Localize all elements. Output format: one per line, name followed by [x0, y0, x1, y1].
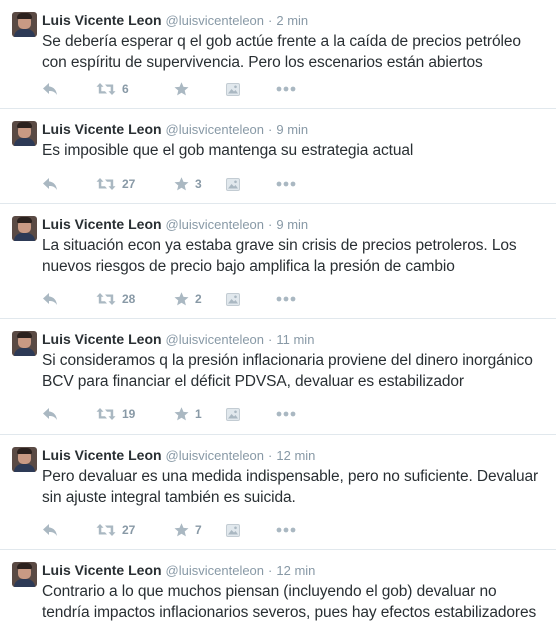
retweet-icon [96, 292, 116, 306]
view-media-button[interactable] [226, 290, 276, 308]
avatar[interactable] [12, 331, 37, 356]
reply-icon [42, 523, 58, 537]
favorite-count: 7 [195, 523, 202, 537]
author-name[interactable]: Luis Vicente Leon [42, 12, 162, 28]
image-icon [226, 178, 240, 191]
reply-button[interactable] [42, 80, 96, 98]
reply-icon [42, 82, 58, 96]
view-media-button[interactable] [226, 405, 276, 423]
more-dots-icon [276, 86, 296, 92]
retweet-icon [96, 82, 116, 96]
tweet[interactable] [0, 319, 556, 435]
tweet-text: Pero devaluar es una medida indispensable, pero no suficiente. Devaluar sin ajuste integral también es suicida. [42, 468, 539, 506]
more-button[interactable] [276, 80, 296, 98]
tweet-text: Si consideramos q la presión inflacionaria proviene del dinero inorgánico BCV para financiar el déficit PDVSA, devaluar es estabilizador [42, 352, 533, 390]
favorite-button[interactable] [174, 80, 226, 98]
author-name[interactable]: Luis Vicente Leon [42, 447, 162, 463]
author-handle[interactable]: @luisvicenteleon [165, 122, 265, 137]
author-handle[interactable]: @luisvicenteleon [165, 13, 265, 28]
tweet[interactable] [0, 435, 556, 550]
tweet-text: Se debería esperar q el gob actúe frente a la caída de precios petróleo con espíritu de supervivencia. Pero los escenarios están abiertos [42, 33, 521, 71]
author-handle[interactable]: @luisvicenteleon [165, 217, 265, 232]
favorite-count: 3 [195, 177, 202, 191]
retweet-button[interactable] [96, 405, 174, 423]
timestamp[interactable]: 2 min [276, 13, 309, 28]
tweet-actions [42, 175, 296, 193]
more-button[interactable] [276, 521, 296, 539]
view-media-button[interactable] [226, 521, 276, 539]
separator: · [268, 332, 273, 347]
avatar[interactable] [12, 216, 37, 241]
author-name[interactable]: Luis Vicente Leon [42, 216, 162, 232]
author-handle[interactable]: @luisvicenteleon [165, 332, 265, 347]
more-button[interactable] [276, 290, 296, 308]
tweet-header [42, 445, 544, 465]
tweet[interactable] [0, 204, 556, 319]
separator: · [268, 448, 273, 463]
tweet[interactable] [0, 0, 556, 109]
reply-button[interactable] [42, 521, 96, 539]
more-dots-icon [276, 411, 296, 417]
author-handle[interactable]: @luisvicenteleon [165, 448, 265, 463]
retweet-icon [96, 177, 116, 191]
retweet-button[interactable] [96, 290, 174, 308]
image-icon [226, 408, 240, 421]
image-icon [226, 83, 240, 96]
view-media-button[interactable] [226, 175, 276, 193]
tweet-header [42, 560, 544, 580]
retweet-count: 6 [122, 82, 129, 96]
star-icon [174, 177, 189, 191]
timestamp[interactable]: 12 min [276, 448, 316, 463]
image-icon [226, 293, 240, 306]
tweet-text: Es imposible que el gob mantenga su estrategia actual [42, 142, 414, 159]
more-dots-icon [276, 296, 296, 302]
favorite-button[interactable] [174, 290, 226, 308]
tweet-header [42, 119, 544, 139]
star-icon [174, 292, 189, 306]
tweet-header [42, 329, 544, 349]
author-name[interactable]: Luis Vicente Leon [42, 121, 162, 137]
reply-icon [42, 407, 58, 421]
retweet-button[interactable] [96, 521, 174, 539]
favorite-count: 2 [195, 292, 202, 306]
more-dots-icon [276, 527, 296, 533]
avatar[interactable] [12, 562, 37, 587]
star-icon [174, 407, 189, 421]
author-handle[interactable]: @luisvicenteleon [165, 563, 265, 578]
tweet[interactable] [0, 109, 556, 204]
favorite-button[interactable] [174, 405, 226, 423]
view-media-button[interactable] [226, 80, 276, 98]
more-dots-icon [276, 181, 296, 187]
reply-button[interactable] [42, 405, 96, 423]
retweet-count: 19 [122, 407, 136, 421]
tweet-text: Contrario a lo que muchos piensan (incluyendo el gob) devaluar no tendría impactos inflacionarios severos, pues hay efectos estabilizadores [42, 583, 537, 621]
avatar[interactable] [12, 12, 37, 37]
retweet-button[interactable] [96, 175, 174, 193]
retweet-count: 27 [122, 523, 136, 537]
separator: · [268, 13, 273, 28]
favorite-button[interactable] [174, 521, 226, 539]
tweet-text: La situación econ ya estaba grave sin crisis de precios petroleros. Los nuevos riesgos de precio bajo amplifica la presión de cambio [42, 237, 517, 275]
image-icon [226, 524, 240, 537]
star-icon [174, 82, 189, 96]
tweet-header [42, 214, 544, 234]
timestamp[interactable]: 11 min [276, 332, 315, 347]
retweet-button[interactable] [96, 80, 174, 98]
reply-button[interactable] [42, 290, 96, 308]
retweet-icon [96, 407, 116, 421]
timestamp[interactable]: 9 min [276, 122, 309, 137]
reply-icon [42, 292, 58, 306]
retweet-count: 27 [122, 177, 136, 191]
favorite-button[interactable] [174, 175, 226, 193]
separator: · [268, 122, 273, 137]
tweet-actions [42, 521, 296, 539]
reply-button[interactable] [42, 175, 96, 193]
tweet-header [42, 10, 544, 30]
separator: · [268, 563, 273, 578]
avatar[interactable] [12, 447, 37, 472]
tweet-actions [42, 405, 296, 423]
more-button[interactable] [276, 175, 296, 193]
retweet-count: 28 [122, 292, 136, 306]
separator: · [268, 217, 273, 232]
tweet[interactable] [0, 550, 556, 640]
timestamp[interactable]: 12 min [276, 563, 316, 578]
more-button[interactable] [276, 405, 296, 423]
favorite-count: 1 [195, 407, 202, 421]
author-name[interactable]: Luis Vicente Leon [42, 562, 162, 578]
star-icon [174, 523, 189, 537]
timestamp[interactable]: 9 min [276, 217, 309, 232]
reply-icon [42, 177, 58, 191]
avatar[interactable] [12, 121, 37, 146]
tweet-actions [42, 80, 296, 98]
retweet-icon [96, 523, 116, 537]
author-name[interactable]: Luis Vicente Leon [42, 331, 162, 347]
tweet-actions [42, 290, 296, 308]
